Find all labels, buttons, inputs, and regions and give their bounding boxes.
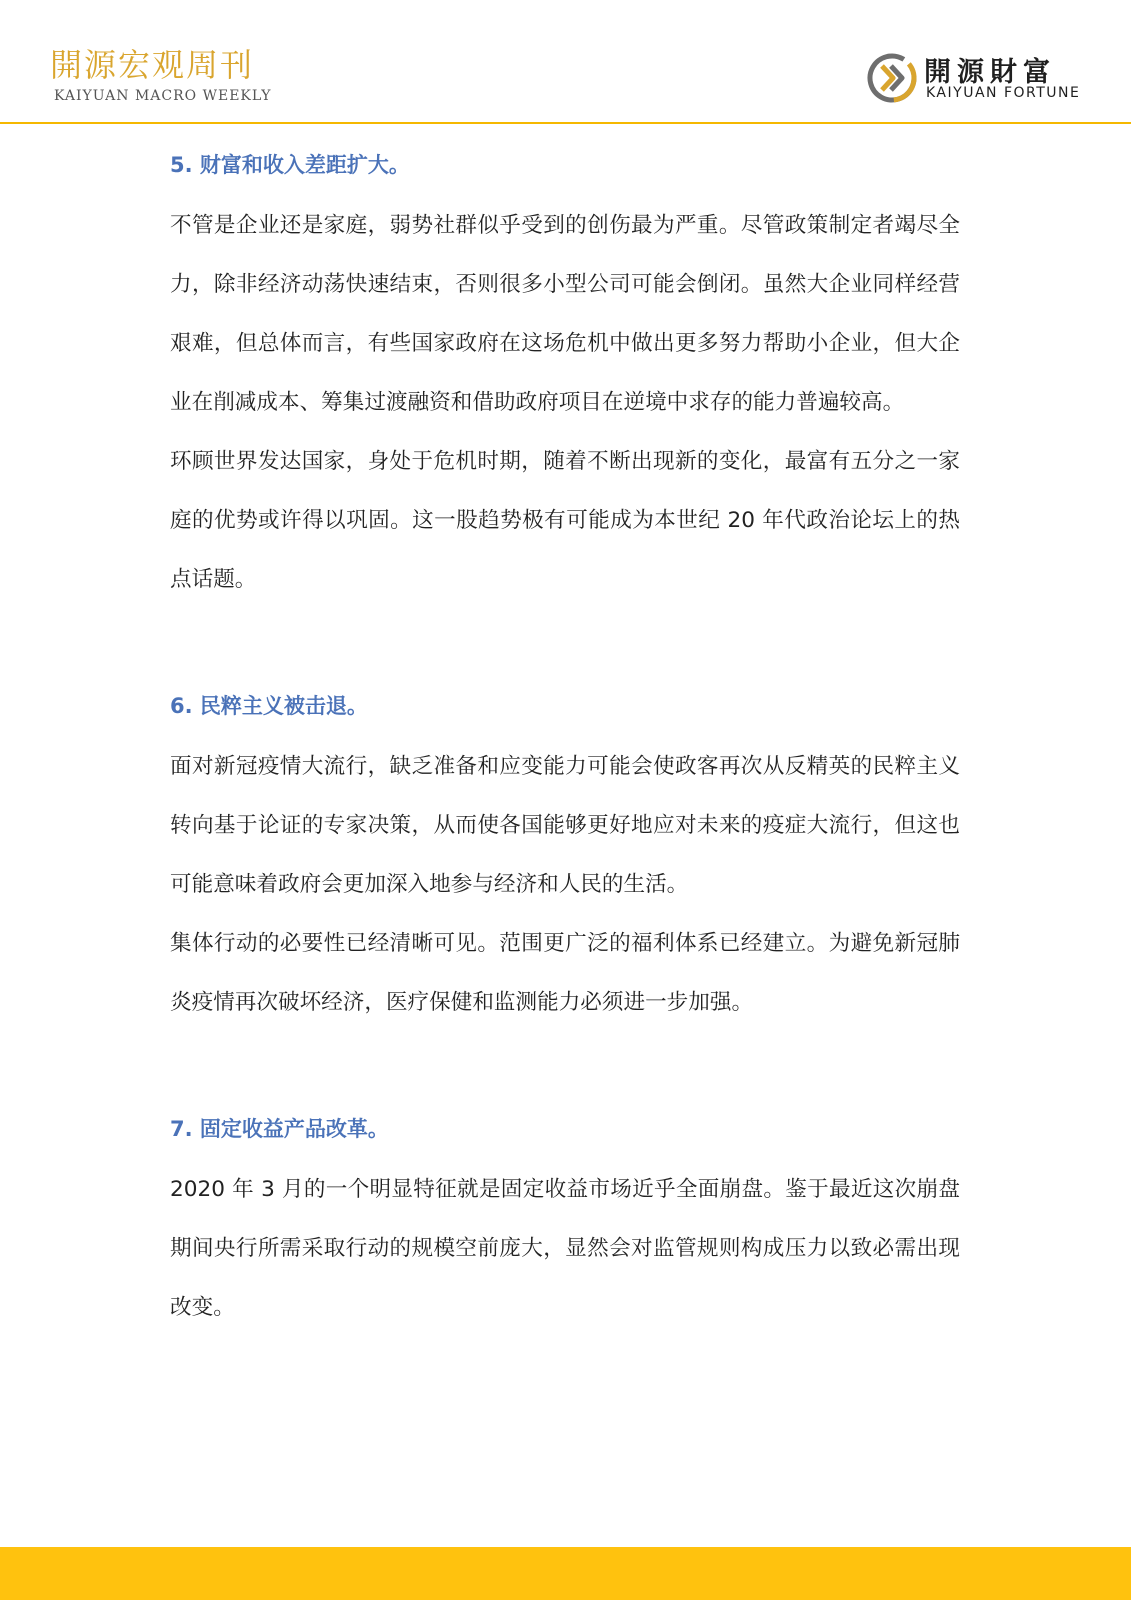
section-heading: 5. 财富和收入差距扩大。 (170, 153, 410, 177)
page-header (0, 0, 1131, 124)
paragraph: 集体行动的必要性已经清晰可见。范围更广泛的福利体系已经建立。为避免新冠肺炎疫情再次破坏经济，医疗保健和监测能力必须进一步加强。 (170, 931, 960, 1015)
footer-bar (0, 1547, 1131, 1600)
header-divider (0, 122, 1131, 124)
logo-english-name: KAIYUAN FORTUNE (926, 85, 1081, 101)
company-logo (866, 48, 1096, 108)
section-fixed-income (170, 1104, 960, 1337)
publication-subtitle: KAIYUAN MACRO WEEKLY (54, 88, 272, 104)
paragraph: 2020 年 3 月的一个明显特征就是固定收益市场近乎全面崩盘。鉴于最近这次崩盘期间央行所需采取行动的规模空前庞大，显然会对监管规则构成压力以致必需出现改变。 (170, 1177, 960, 1320)
paragraph: 环顾世界发达国家，身处于危机时期，随着不断出现新的变化，最富有五分之一家庭的优势或许得以巩固。这一股趋势极有可能成为本世纪 20 年代政治论坛上的热点话题。 (170, 449, 960, 592)
kaiyuan-logo-icon (866, 52, 918, 104)
paragraph: 面对新冠疫情大流行，缺乏准备和应变能力可能会使政客再次从反精英的民粹主义转向基于论证的专家决策，从而使各国能够更好地应对未来的疫症大流行，但这也可能意味着政府会更加深入地参与经济和人民的生活。 (170, 754, 960, 897)
section-heading: 7. 固定收益产品改革。 (170, 1117, 389, 1141)
publication-title: 開源宏观周刊 (50, 46, 255, 84)
paragraph: 不管是企业还是家庭，弱势社群似乎受到的创伤最为严重。尽管政策制定者竭尽全力，除非经济动荡快速结束，否则很多小型公司可能会倒闭。虽然大企业同样经营艰难，但总体而言，有些国家政府在这场危机中做出更多努力帮助小企业，但大企业在削减成本、筹集过渡融资和借助政府项目在逆境中求存的能力普遍较高。 (170, 213, 960, 415)
section-heading: 6. 民粹主义被击退。 (170, 694, 368, 718)
logo-name: 開源財富 (924, 57, 1056, 88)
document-body (170, 140, 960, 1337)
section-populism (170, 681, 960, 1032)
section-wealth-gap (170, 140, 960, 609)
